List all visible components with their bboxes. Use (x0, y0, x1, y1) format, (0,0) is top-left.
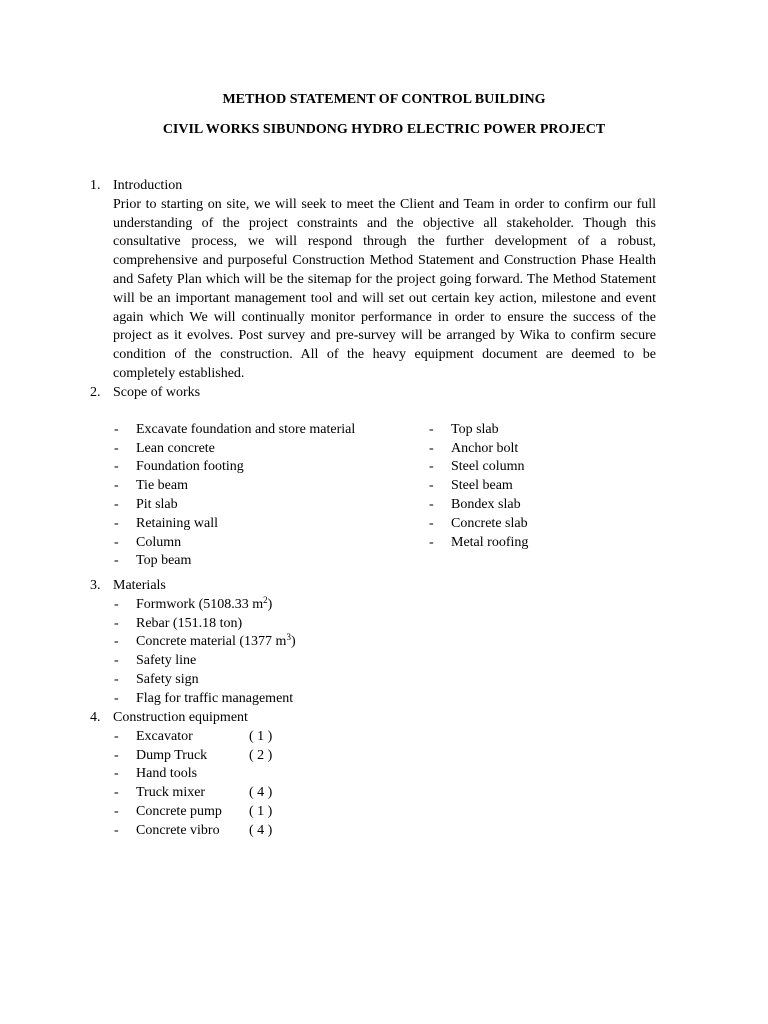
list-item: - Anchor bolt (429, 440, 519, 456)
list-item: - Excavator ( 1 ) (114, 728, 273, 744)
list-item: - Dump Truck ( 2 ) (114, 747, 273, 763)
list-item: - Tie beam (114, 478, 188, 494)
list-item: - Rebar (151.18 ton) (114, 615, 243, 631)
section-heading: Materials (113, 578, 166, 593)
introduction-paragraph: Prior to starting on site, we will seek to meet the Client and Team in order to confirm our full understanding of the project constraints and the objective all stakeholder. Though this consultative process, we will respond through the further development of a robust, comprehensive and purposeful Construction Method Statement and Construction Phase Health and Safety Plan which will be the sitemap for the project going forward. The Method Statement will be an important management tool and will set out certain key action, milestone and event again which We will continually monitor performance in order to ensure the success of the project as it evolves. Post survey and pre-survey will be arranged by Wika to confirm secure condition of the construction. All of the heavy equipment document are deemed to be completely established. (113, 196, 656, 381)
section-number: 3. (90, 578, 101, 593)
section-number: 1. (90, 178, 101, 193)
scope-list-left (113, 421, 428, 571)
list-item: - Concrete vibro ( 4 ) (114, 822, 273, 838)
list-item: - Bondex slab (429, 496, 521, 512)
list-item: - Truck mixer ( 4 ) (114, 785, 273, 801)
section-heading: Introduction (113, 178, 183, 193)
section-materials (90, 577, 656, 709)
list-item: - Steel beam (429, 478, 513, 494)
list-item: - Pit slab (114, 496, 178, 512)
list-item: - Top slab (429, 421, 499, 437)
list-item: - Concrete pump ( 1 ) (114, 803, 273, 819)
list-item: - Column (114, 534, 182, 550)
document-title: METHOD STATEMENT OF CONTROL BUILDING (222, 92, 546, 107)
list-item: - Lean concrete (114, 440, 215, 456)
section-number: 4. (90, 710, 101, 725)
section-scope-of-works (90, 384, 656, 571)
section-construction-equipment (90, 709, 656, 841)
document-subtitle: CIVIL WORKS SIBUNDONG HYDRO ELECTRIC POWER PROJECT (162, 122, 606, 137)
list-item: - Steel column (429, 459, 525, 475)
section-heading: Scope of works (113, 385, 201, 400)
list-item: - Concrete slab (429, 515, 528, 531)
section-introduction (90, 177, 656, 384)
materials-list (113, 596, 656, 709)
section-heading: Construction equipment (113, 710, 248, 725)
list-item: - Flag for traffic management (114, 690, 294, 706)
list-item: - Foundation footing (114, 459, 244, 475)
list-item: - Safety sign (114, 671, 199, 687)
equipment-list (113, 728, 656, 841)
list-item: - Retaining wall (114, 515, 219, 531)
list-item: - Metal roofing (429, 534, 529, 550)
list-item: - Safety line (114, 653, 197, 669)
scope-list-right (428, 421, 648, 571)
list-item: - Top beam (114, 553, 192, 569)
list-item: - Excavate foundation and store material (114, 421, 356, 437)
section-number: 2. (90, 385, 101, 400)
list-item: - Hand tools (114, 766, 198, 782)
list-item: - Formwork (5108.33 $m^2$) (114, 594, 273, 612)
list-item: - Concrete material (1377 $m^3$) (114, 632, 296, 650)
